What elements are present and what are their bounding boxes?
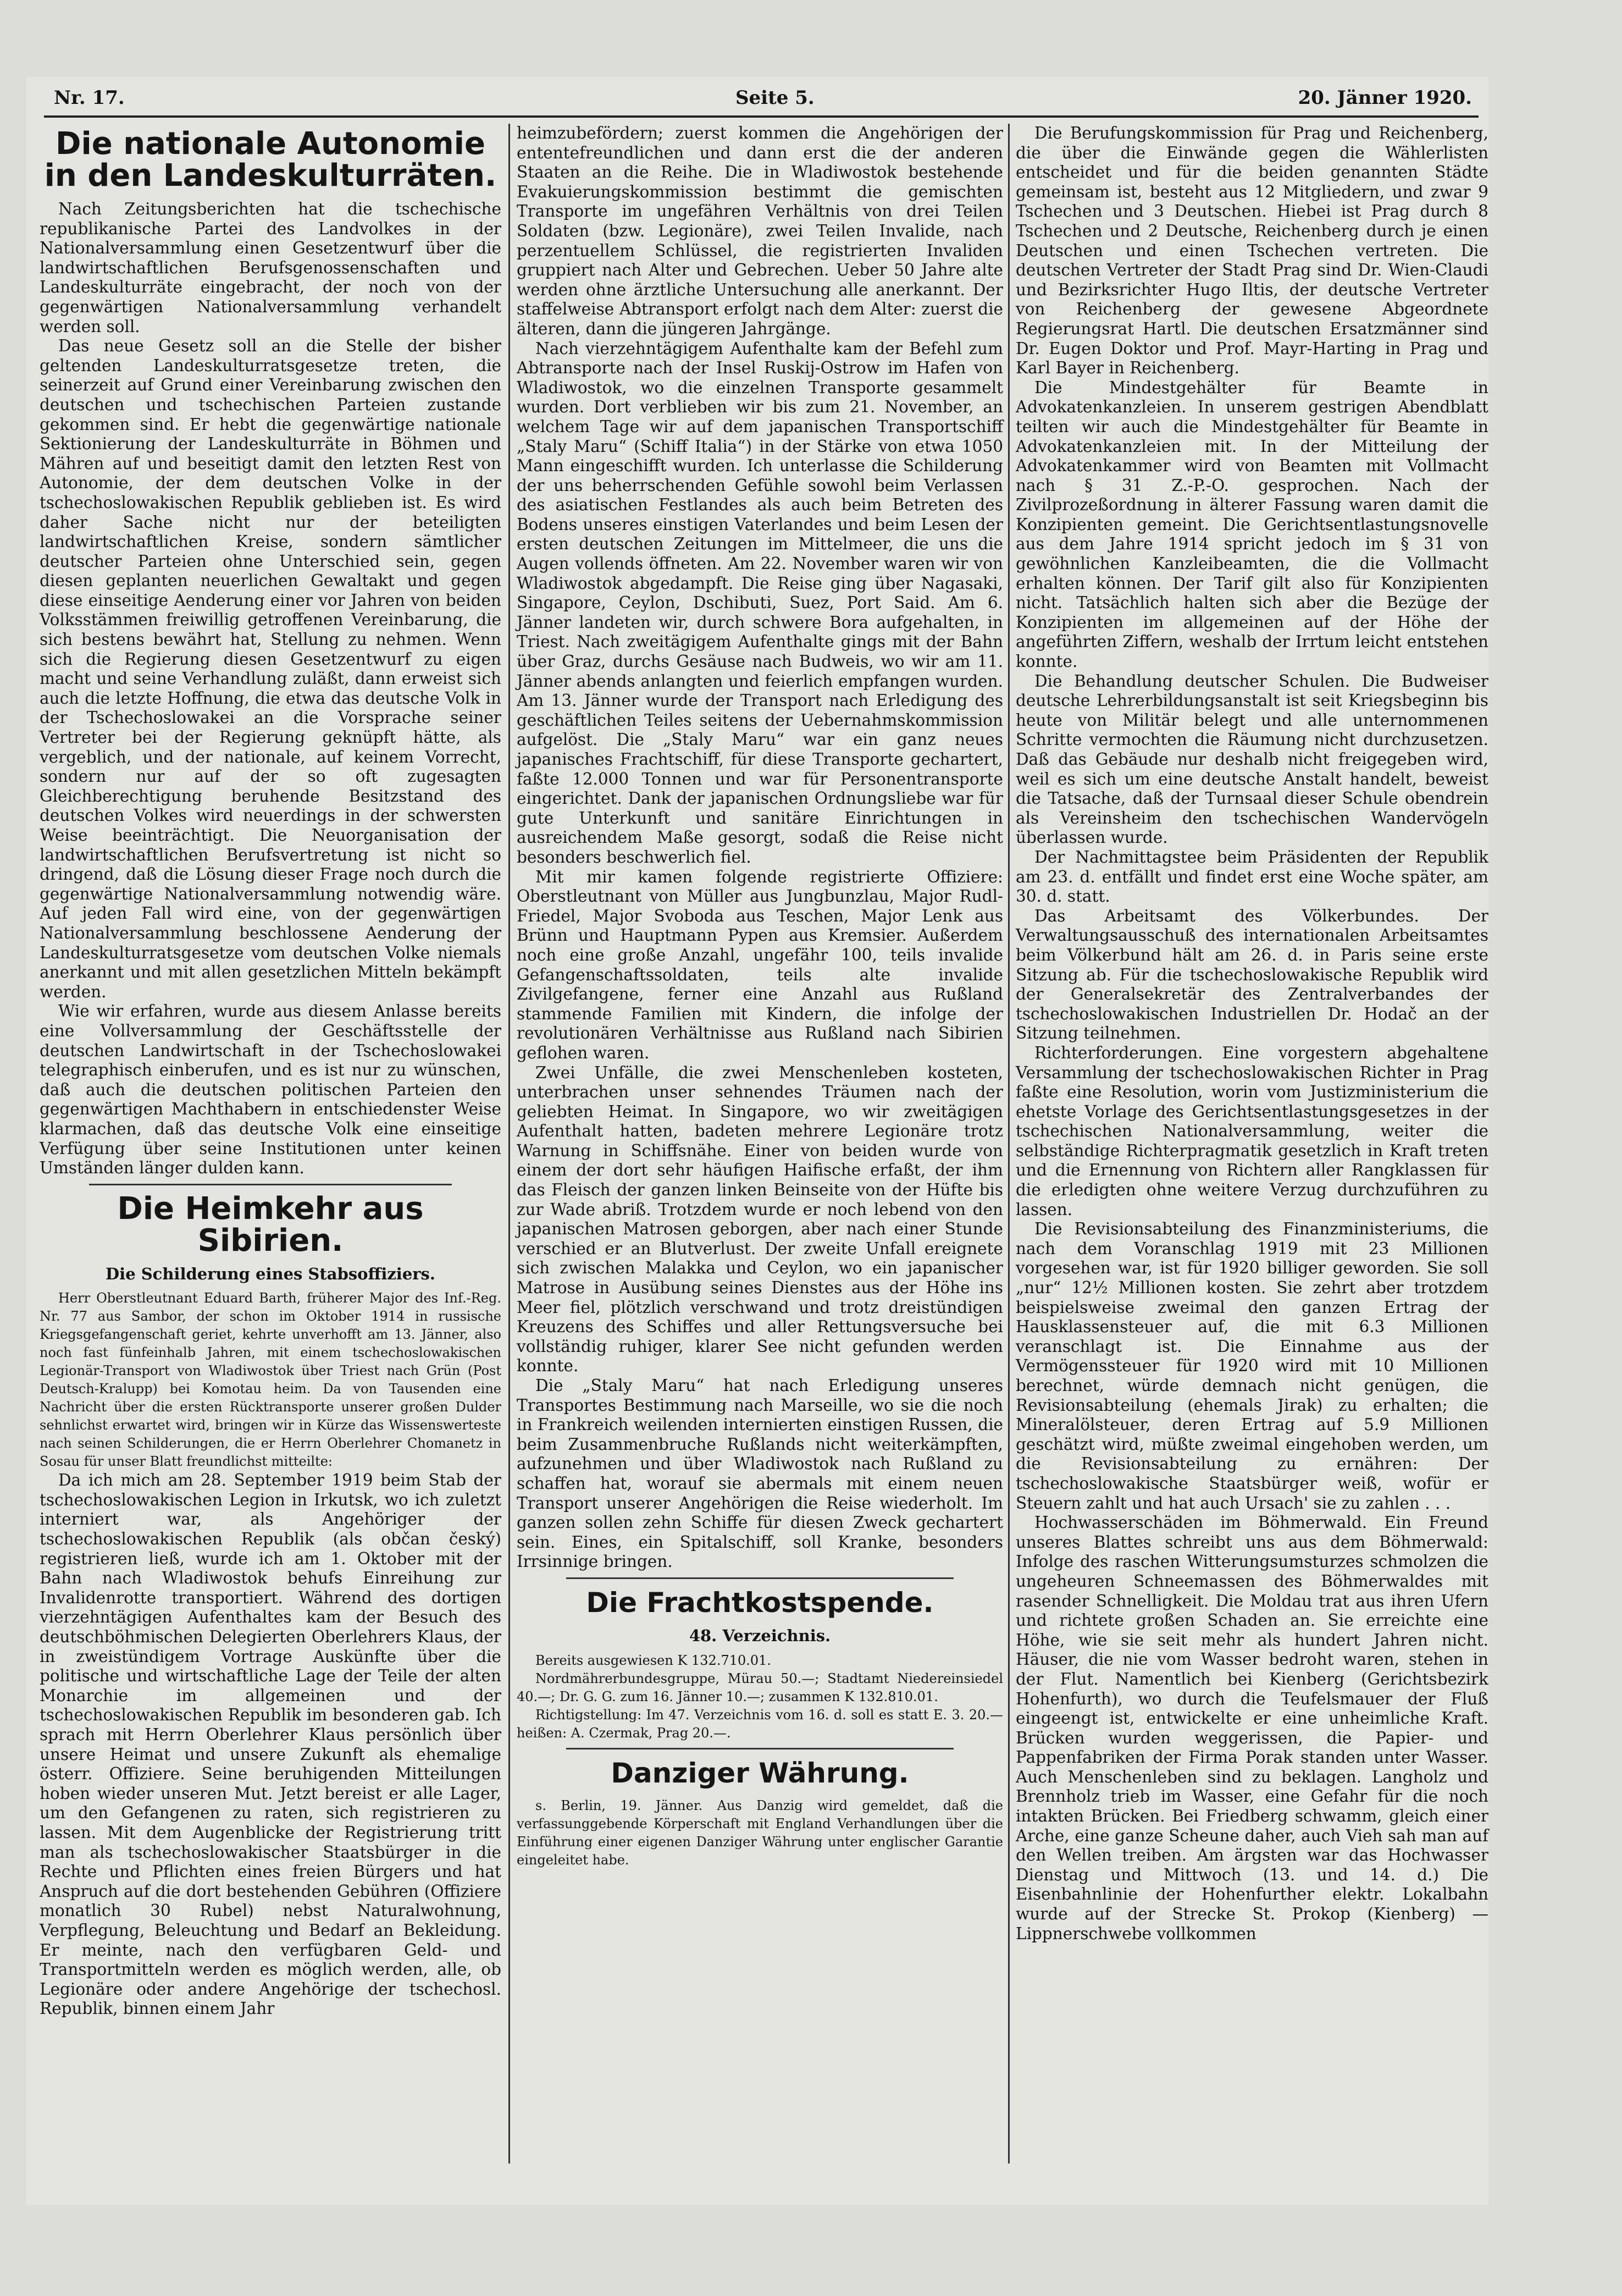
news-item: Das Arbeitsamt des Völkerbundes. Der Verwaltungsausschuß des internationalen Arbeitsamtes beim Völkerbund hält am 26. d. in Paris seine erste Sitzung ab. Für die tschechoslowakische Republik wird der Generalsekretär des Zentralverbandes der tschechoslowakischen Industriellen Dr. Hodač an der Sitzung teilnehmen. — [1016, 906, 1488, 1043]
news-item: Die Behandlung deutscher Schulen. Die Budweiser deutsche Lehrerbildungsanstalt ist seit Kriegsbeginn bis heute von Militär belegt und alle unternommenen Schritte vermochten die Räumung nicht durchzusetzen. Daß das Gebäude nur deshalb nicht freigegeben wird, weil es sich um eine deutsche Anstalt handelt, beweist die Tatsache, daß der Turnsaal dieser Schule obendrein als Vereinsheim den tschechischen Wandervögeln überlassen wurde. — [1016, 671, 1488, 847]
news-item: Hochwasserschäden im Böhmerwald. Ein Freund unseres Blattes schreibt uns aus dem Böhmerwald: Infolge des raschen Witterungsumsturzes schmolzen die ungeheuren Schneemassen des Böhmerwaldes mit rasender Schnelligkeit. Die Moldau trat aus ihren Ufern und richtete großen Schaden an. Sie erreichte eine Höhe, wie sie seit mehr als hundert Jahren nicht. Häuser, die nie vom Wasser bedroht waren, stehen in der Flut. Namentlich bei Kienberg (Gerichtsbezirk Hohenfurth), wo durch die Teufelsmauer der Fluß eingeengt ist, entwickelte er eine unheimliche Kraft. Brücken wurden weggerissen, die Papier- und Pappenfabriken der Firma Porak standen unter Wasser. Auch Menschenleben sind zu beklagen. Langholz und Brennholz trieb im Wasser, eine Gefahr für die noch intakten Brücken. Bei Friedberg schwamm, gleich einer Arche, eine ganze Scheune daher, auch Vieh sah man auf den Wellen treiben. Am ärgsten war das Hochwasser Dienstag und Mittwoch (13. und 14. d.) Die Eisenbahnlinie der Hohenfurther elektr. Lokalbahn wurde auf der Strecke St. Prokop (Kienberg) — Lippnerschwebe vollkommen — [1016, 1513, 1488, 1943]
news-item: Der Nachmittagstee beim Präsidenten der Republik am 23. d. entfällt und findet erst eine Woche später, am 30. d. statt. — [1016, 847, 1488, 906]
header-rule — [44, 115, 1479, 118]
news-item: Die Revisionsabteilung des Finanzministeriums, die nach dem Voranschlag 1919 mit 23 Millionen vorgesehen war, ist für 1920 billiger geworden. Sie soll „nur“ 12½ Millionen kosten. Sie zehrt aber trotzdem beispielsweise zweimal den ganzen Ertrag der Hausklassensteuer auf, die mit 6.3 Millionen veranschlagt ist. Die Einnahme aus der Vermögenssteuer für 1920 wird mit 10 Millionen berechnet, würde demnach nicht genügen, die Revisionsabteilung (ehemals Jirak) zu erhalten; die Mineralölsteuer, deren Ertrag auf 5.9 Millionen geschätzt wird, müßte zweimal eingehoben werden, um die Revisionsabteilung zu ernähren: Der tschechoslowakische Staatsbürger weiß, wofür er Steuern zahlt und hat auch Ursach' sie zu zahlen . . . — [1016, 1219, 1488, 1513]
headline-frachtkostspende: Die Frachtkostspende. — [586, 1586, 934, 1619]
issue-number: Nr. 17. — [54, 87, 125, 109]
donation-line: Bereits ausgewiesen K 132.710.01. — [535, 1652, 772, 1668]
column-rule-1 — [508, 124, 510, 2163]
news-item: Die Berufungskommission für Prag und Reichenberg, die über die Einwände gegen die Wählerlisten entscheidet und für die beiden genannten Städte gemeinsam ist, besteht aus 12 Mitgliedern, und zwar 9 Tschechen und 3 Deutschen. Hiebei ist Prag durch 8 Tschechen und 2 Deutsche, Reichenberg durch je einen Deutschen und einen Tschechen vertreten. Die deutschen Vertreter der Stadt Prag sind Dr. Wien-Claudi und Bezirksrichter Hugo Iltis, der deutsche Vertreter von Reichenberg der gewesene Abgeordnete Regierungsrat Hartl. Die deutschen Ersatzmänner sind Dr. Eugen Doktor und Prof. Mayr-Harting in Prag und Karl Bayer in Reichenberg. — [1016, 124, 1488, 378]
headline-heimkehr: Die Heimkehr aus Sibirien. — [117, 1190, 424, 1259]
article-intro: Herr Oberstleutnant Eduard Barth, früherer Major des Inf.-Reg. Nr. 77 aus Sambor, der schon im Oktober 1914 in russische Kriegsgefangenschaft geriet, kehrte unverhofft am 13. Jänner, also noch fast fünfeinhalb Jahren, mit einem tschechoslowakischen Legionär-Transport von Wladiwostok über Triest nach Grün (Post Deutsch-Kralupp) bei Komotau heim. Da von Tausenden eine Nachricht über die ersten Rücktransporte unserer großen Dulder sehnlichst erwartet wird, bringen wir in Kürze das Wissenswerteste nach seinen Schilderungen, die er Herrn Oberlehrer Chomanetz in Sosau für unser Blatt freundlichst mitteilte: — [40, 1290, 501, 1470]
donation-line: Richtigstellung: Im 47. Verzeichnis vom 16. d. soll es statt E. 3. 20.— heißen: A. Czermak, Prag 20.—. — [517, 1707, 1003, 1741]
article-paragraph: Wie wir erfahren, wurde aus diesem Anlasse bereits eine Vollversammlung der Geschäftsstelle der deutschen Landwirtschaft in der Tschechoslowakei telegraphisch einberufen, und es ist nur zu wünschen, daß auch die deutschen politischen Parteien den gegenwärtigen Machthabern in entschiedenster Weise klarmachen, daß das deutsche Volk eine einseitige Verfügung über seine Institutionen unter keinen Umständen länger dulden kann. — [40, 1002, 501, 1178]
article-divider — [566, 1748, 954, 1749]
donation-line: Nordmährerbundesgruppe, Mürau 50.—; Stadtamt Niedereinsiedel 40.—; Dr. G. G. zum 16. Jänner 10.—; zusammen K 132.810.01. — [517, 1670, 1003, 1704]
column-3 — [1016, 124, 1488, 1944]
article-paragraph: heimzubefördern; zuerst kommen die Angehörigen der ententefreundlichen und dann erst die der anderen Staaten an die Reihe. Die in Wladiwostok bestehende Evakuierungskommission bestimmt die gemischten Transporte im ungefähren Verhältnis von drei Teilen Soldaten (bzw. Legionäre), zwei Teilen Invalide, nach perzentuellem Schlüssel, die registrierten Invaliden gruppiert nach Alter und Gebrechen. Ueber 50 Jahre alte werden ohne ärztliche Untersuchung alle anerkannt. Der staffelweise Abtransport erfolgt nach dem Alter: zuerst die älteren, dann die jüngeren Jahrgänge. — [517, 124, 1003, 338]
page-header — [26, 81, 1488, 112]
news-item: Richterforderungen. Eine vorgestern abgehaltene Versammlung der tschechoslowakischen Richter in Prag faßte eine Resolution, worin vom Justizministerium die ehetste Vorlage des Gerichtsentlastungsgesetzes in der tschechischen Nationalversammlung, weiter die selbständige Richterpragmatik gesetzlich in Kraft treten und die Ernennung von Richtern aller Rangklassen für die erledigten ohne weitere Verzug durchzuführen zu lassen. — [1016, 1043, 1488, 1219]
page-number: Seite 5. — [735, 87, 815, 109]
column-1 — [40, 124, 501, 2019]
subheadline-stabsoffizier: Die Schilderung eines Stabsoffiziers. — [106, 1264, 435, 1283]
article-paragraph: Die „Staly Maru“ hat nach Erledigung unseres Transportes Bestimmung nach Marseille, wo sie die noch in Frankreich weilenden internierten einstigen Russen, die beim Zusammenbruche Rußlands nicht weiterkämpften, aufzunehmen und über Wladiwostok nach Rußland zu schaffen hat, worauf sie abermals mit einem neuen Transport unserer Angehörigen die Reise wiederholt. Im ganzen sollen zehn Schiffe für diesen Zweck gechartert sein. Eines, ein Spitalschiff, soll Kranke, besonders Irrsinnige bringen. — [517, 1376, 1003, 1571]
article-paragraph: Mit mir kamen folgende registrierte Offiziere: Oberstleutnant von Müller aus Jungbunzlau, Major Rudl-Friedel, Major Svoboda aus Teschen, Major Lenk aus Brünn und Hauptmann Pypen aus Kremsier. Außerdem noch eine große Anzahl, ungefähr 100, teils invalide Gefangenschaftssoldaten, teils alte invalide Zivilgefangene, ferner eine Anzahl aus Rußland stammende Familien mit Kindern, die infolge der revolutionären Verhältnisse aus Rußland nach Sibirien geflohen waren. — [517, 867, 1003, 1062]
article-paragraph: Das neue Gesetz soll an die Stelle der bisher geltenden Landeskulturratsgesetze treten, die seinerzeit auf Grund einer Vereinbarung zwischen den deutschen und tschechischen Parteien zustande gekommen sind. Er hebt die gegenwärtige nationale Sektionierung der Landeskulturräte in Böhmen und Mähren auf und beseitigt damit den letzten Rest von Autonomie, der dem deutschen Volke in der tschechoslowakischen Republik geblieben ist. Es wird daher Sache nicht nur der beteiligten landwirtschaftlichen Kreise, sondern sämtlicher deutscher Parteien ohne Unterschied sein, gegen diesen geplanten neuerlichen Gewaltakt und gegen diese einseitige Aenderung einer vor Jahren von beiden Volksstämmen freiwillig getroffenen Vereinbarung, die sich bestens bewährt hat, Stellung zu nehmen. Wenn sich die Regierung diesen Gesetzentwurf zu eigen macht und seine Verhandlung zuläßt, dann erweist sich auch die letzte Hoffnung, die etwa das deutsche Volk in der Tschechoslowakei an die Vorsprache seiner Vertreter bei der Regierung geknüpft hätte, als vergeblich, und der nationale, auf keinem Vorrecht, sondern nur auf der so oft zugesagten Gleichberechtigung beruhende Besitzstand des deutschen Volkes wird neuerdings in der schwersten Weise beeinträchtigt. Die Neuorganisation der landwirtschaftlichen Berufsvertretung ist nicht so dringend, daß die Lösung dieser Frage noch durch die gegenwärtige Nationalversammlung notwendig wäre. Auf jeden Fall wird eine, von der gegenwärtigen Nationalversammlung beschlossene Aenderung der Landeskulturratsgesetze vom deutschen Volke niemals anerkannt und mit allen gesetzlichen Mitteln bekämpft werden. — [40, 336, 501, 1001]
article-paragraph: Nach vierzehntägigem Aufenthalte kam der Befehl zum Abtransporte nach der Insel Ruskij-Ostrow im Hafen von Wladiwostok, wo die einzelnen Transporte gesammelt wurden. Dort verblieben wir bis zum 21. November, an welchem Tage wir auf dem japanischen Transportschiff „Staly Maru“ (Schiff Italia“) in der Stärke von etwa 1050 Mann eingeschifft wurden. Ich unterlasse die Schilderung der uns beherrschenden Gefühle sowohl beim Verlassen des asiatischen Festlandes als auch beim Betreten des Bodens unseres einstigen Vaterlandes und beim Lesen der ersten deutschen Zeitungen im Mittelmeer, die uns die Augen vollends öffneten. Am 22. November waren wir von Wladiwostok abgedampft. Die Reise ging über Nagasaki, Singapore, Ceylon, Dschibuti, Suez, Port Said. Am 6. Jänner landeten wir, durch schwere Bora aufgehalten, in Triest. Nach zweitägigem Aufenthalte gings mit der Bahn über Graz, durchs Gesäuse nach Budweis, wo wir am 11. Jänner abends anlangten und feierlich empfangen wurden. Am 13. Jänner wurde der Transport nach Erledigung des geschäftlichen Teiles seitens der Uebernahmskommission aufgelöst. Die „Staly Maru“ war ein ganz neues japanisches Frachtschiff, für diese Transporte gechartert, faßte 12.000 Tonnen und war für Personentransporte eingerichtet. Dank der japanischen Ordnungsliebe war für gute Unterkunft und sanitäre Einrichtungen in ausreichendem Maße gesorgt, sodaß die Reise nicht besonders beschwerlich fiel. — [517, 339, 1003, 866]
column-2 — [517, 124, 1003, 1869]
news-item: Die Mindestgehälter für Beamte in Advokatenkanzleien. In unserem gestrigen Abendblatt teilten wir auch die Mindestgehälter für Beamte in Advokatenkanzleien mit. In der Mitteilung der Advokatenkammer wird von Beamten mit Vollmacht nach § 31 Z.-P.-O. gesprochen. Nach der Zivilprozeßordnung in älterer Fassung waren damit die Konzipienten gemeint. Die Gerichtsentlastungsnovelle aus dem Jahre 1914 spricht jedoch im § 31 von gewöhnlichen Kanzleibeamten, die die Vollmacht erhalten können. Der Tarif gilt also für Konzipienten nicht. Tatsächlich halten sich aber die Bezüge der Konzipienten im allgemeinen auf der Höhe der angeführten Ziffern, weshalb der Irrtum leicht entstehen konnte. — [1016, 378, 1488, 671]
article-paragraph: s. Berlin, 19. Jänner. Aus Danzig wird gemeldet, daß die verfassunggebende Körperschaft mit England Verhandlungen über die Einführung einer eigenen Danziger Währung unter englischer Garantie eingeleitet habe. — [517, 1797, 1003, 1868]
issue-date: 20. Jänner 1920. — [1298, 87, 1472, 109]
article-divider — [566, 1577, 954, 1579]
article-paragraph: Nach Zeitungsberichten hat die tschechische republikanische Partei des Landvolkes in der Nationalversammlung einen Gesetzentwurf über die landwirtschaftlichen Berufsgenossenschaften und Landeskulturräte eingebracht, der noch von der gegenwärtigen Nationalversammlung verhandelt werden soll. — [40, 200, 501, 336]
article-divider — [89, 1184, 452, 1185]
headline-autonomie: Die nationale Autonomie in den Landeskulturräten. — [44, 126, 497, 194]
article-paragraph: Da ich mich am 28. September 1919 beim Stab der tschechoslowakischen Legion in Irkutsk, wo ich zuletzt interniert war, als Angehöriger der tschechoslowakischen Republik (als občan český) registrieren ließ, wurde ich am 1. Oktober mit der Bahn nach Wladiwostok behufs Einreihung zur Invalidenrotte transportiert. Während des dortigen vierzehntägigen Aufenthaltes kam der Besuch des deutschböhmischen Delegierten Oberlehrers Klaus, der in zweistündigem Vortrage Auskünfte über die politische und wirtschaftliche Lage der Teile der alten Monarchie im allgemeinen und der tschechoslowakischen Republik im besonderen gab. Ich sprach mit Herrn Oberlehrer Klaus persönlich über unsere Heimat und unsere Zukunft als ehemalige österr. Offiziere. Seine beruhigenden Mitteilungen hoben wieder unseren Mut. Jetzt bereist er alle Lager, um den Gefangenen zu raten, sich registrieren zu lassen. Mit dem Augenblicke der Registrierung tritt man als tschechoslowakischer Staatsbürger in die Rechte und Pflichten eines freien Bürgers und hat Anspruch auf die dort bestehenden Gebühren (Offiziere monatlich 30 Rubel) nebst Naturalwohnung, Verpflegung, Beleuchtung und Bedarf an Bekleidung. Er meinte, nach den verfügbaren Geld- und Transportmitteln werden es möglich werden, alle, ob Legionäre oder andere Angehörige der tschechosl. Republik, binnen einem Jahr — [40, 1471, 501, 2018]
headline-danziger-waehrung: Danziger Währung. — [611, 1757, 909, 1789]
subheadline-verzeichnis: 48. Verzeichnis. — [689, 1626, 831, 1645]
article-paragraph: Zwei Unfälle, die zwei Menschenleben kosteten, unterbrachen unser sehnendes Träumen nach der geliebten Heimat. In Singapore, wo wir zweitägigen Aufenthalt hatten, badeten mehrere Legionäre trotz Warnung in Schiffsnähe. Einer von beiden wurde von einem der dort sehr häufigen Haifische erfaßt, der ihm das Fleisch der ganzen linken Beinseite von der Hüfte bis zur Wade abriß. Trotzdem wurde er noch lebend von den japanischen Matrosen geborgen, aber nach einer Stunde verschied er an Blutverlust. Der zweite Unfall ereignete sich zwischen Malakka und Ceylon, wo ein japanischer Matrose in Ausübung seines Dienstes aus der Höhe ins Meer fiel, plötzlich verschwand und trotz dreistündigen Kreuzens des Schiffes und aller Rettungsversuche bei vollständig ruhiger, klarer See nicht gefunden werden konnte. — [517, 1063, 1003, 1376]
column-rule-2 — [1008, 124, 1010, 2163]
